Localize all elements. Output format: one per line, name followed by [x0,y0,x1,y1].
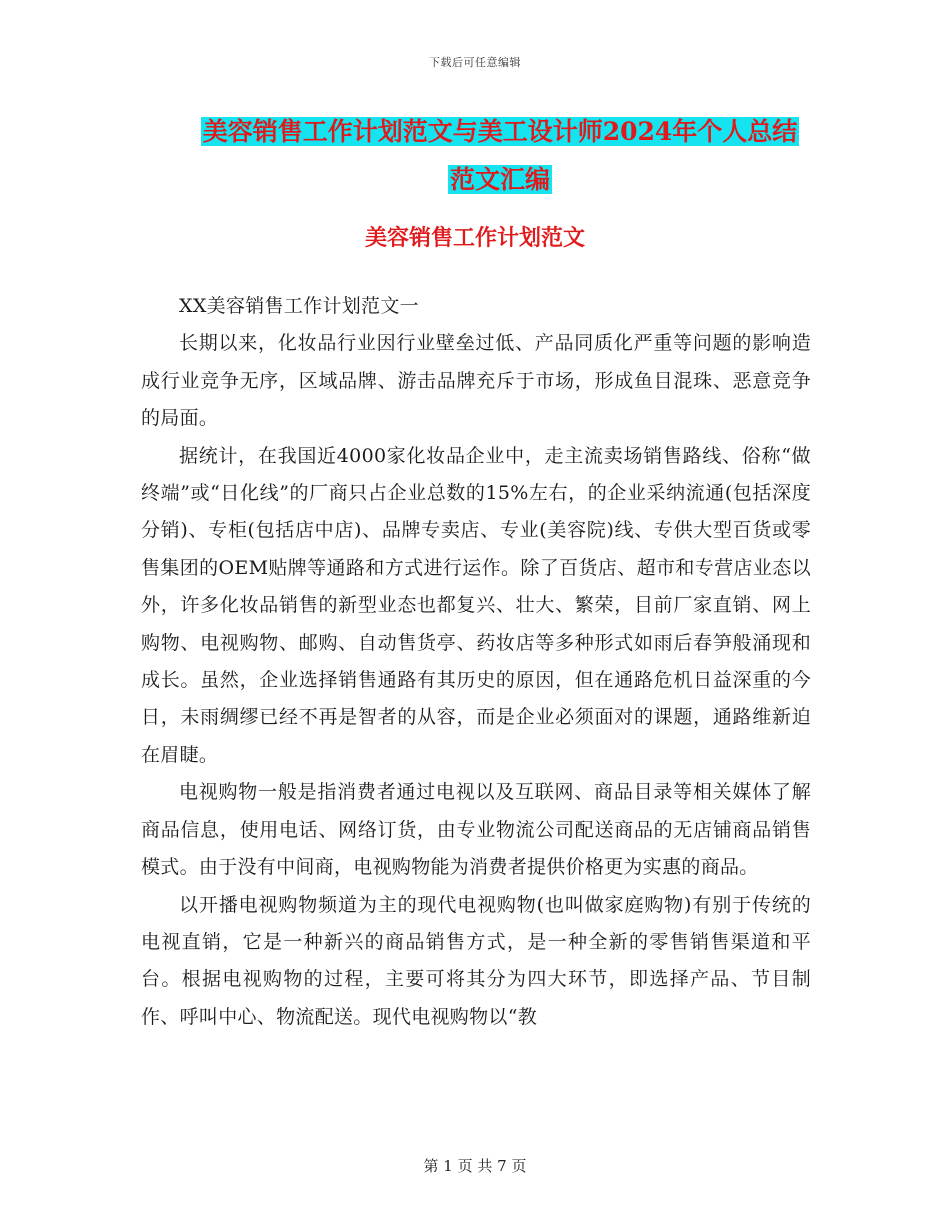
body-text [141,288,811,1036]
document-title [140,108,860,204]
section-title: 美容销售工作计划范文 [364,225,585,251]
page-number: 第 1 页 共 7 页 [423,1157,527,1175]
title-line-2: 范文汇编 [449,165,550,194]
paragraph: 以开播电视购物频道为主的现代电视购物(也叫做家庭购物)有别于传统的电视直销，它是一种新兴的商品销售方式，是一种全新的零售销售渠道和平台。根据电视购物的过程，主要可将其分为四大环节，即选择产品、节目制作、呼叫中心、物流配送。现代电视购物以“教 [141,893,811,1028]
title-line-1: 美容销售工作计划范文与美工设计师2024年个人总结 [202,117,798,146]
paragraph: 电视购物一般是指消费者通过电视以及互联网、商品目录等相关媒体了解商品信息，使用电话、网络订货，由专业物流公司配送商品的无店铺商品销售模式。由于没有中间商，电视购物能为消费者提供价格更为实惠的商品。 [141,781,811,879]
paragraph-subtitle: XX美容销售工作计划范文一 [179,295,419,317]
paragraph: 据统计，在我国近4000家化妆品企业中，走主流卖场销售路线、俗称“做终端”或“日化线”的厂商只占企业总数的15%左右，的企业采纳流通(包括深度分销)、专柜(包括店中店)、品牌专卖店、专业(美容院)线、专供大型百货或零售集团的OEM贴牌等通路和方式进行运作。除了百货店、超市和专营店业态以外，许多化妆品销售的新型业态也都复兴、壮大、繁荣，目前厂家直销、网上购物、电视购物、邮购、自动售货亭、药妆店等多种形式如雨后春笋般涌现和成长。虽然，企业选择销售通路有其历史的原因，但在通路危机日益深重的今日，未雨绸缪已经不再是智者的从容，而是企业必须面对的课题，通路维新迫在眉睫。 [141,444,811,766]
header-note: 下载后可任意编辑 [429,56,521,69]
paragraph: 长期以来，化妆品行业因行业壁垒过低、产品同质化严重等问题的影响造成行业竞争无序，区域品牌、游击品牌充斥于市场，形成鱼目混珠、恶意竞争的局面。 [141,332,811,430]
